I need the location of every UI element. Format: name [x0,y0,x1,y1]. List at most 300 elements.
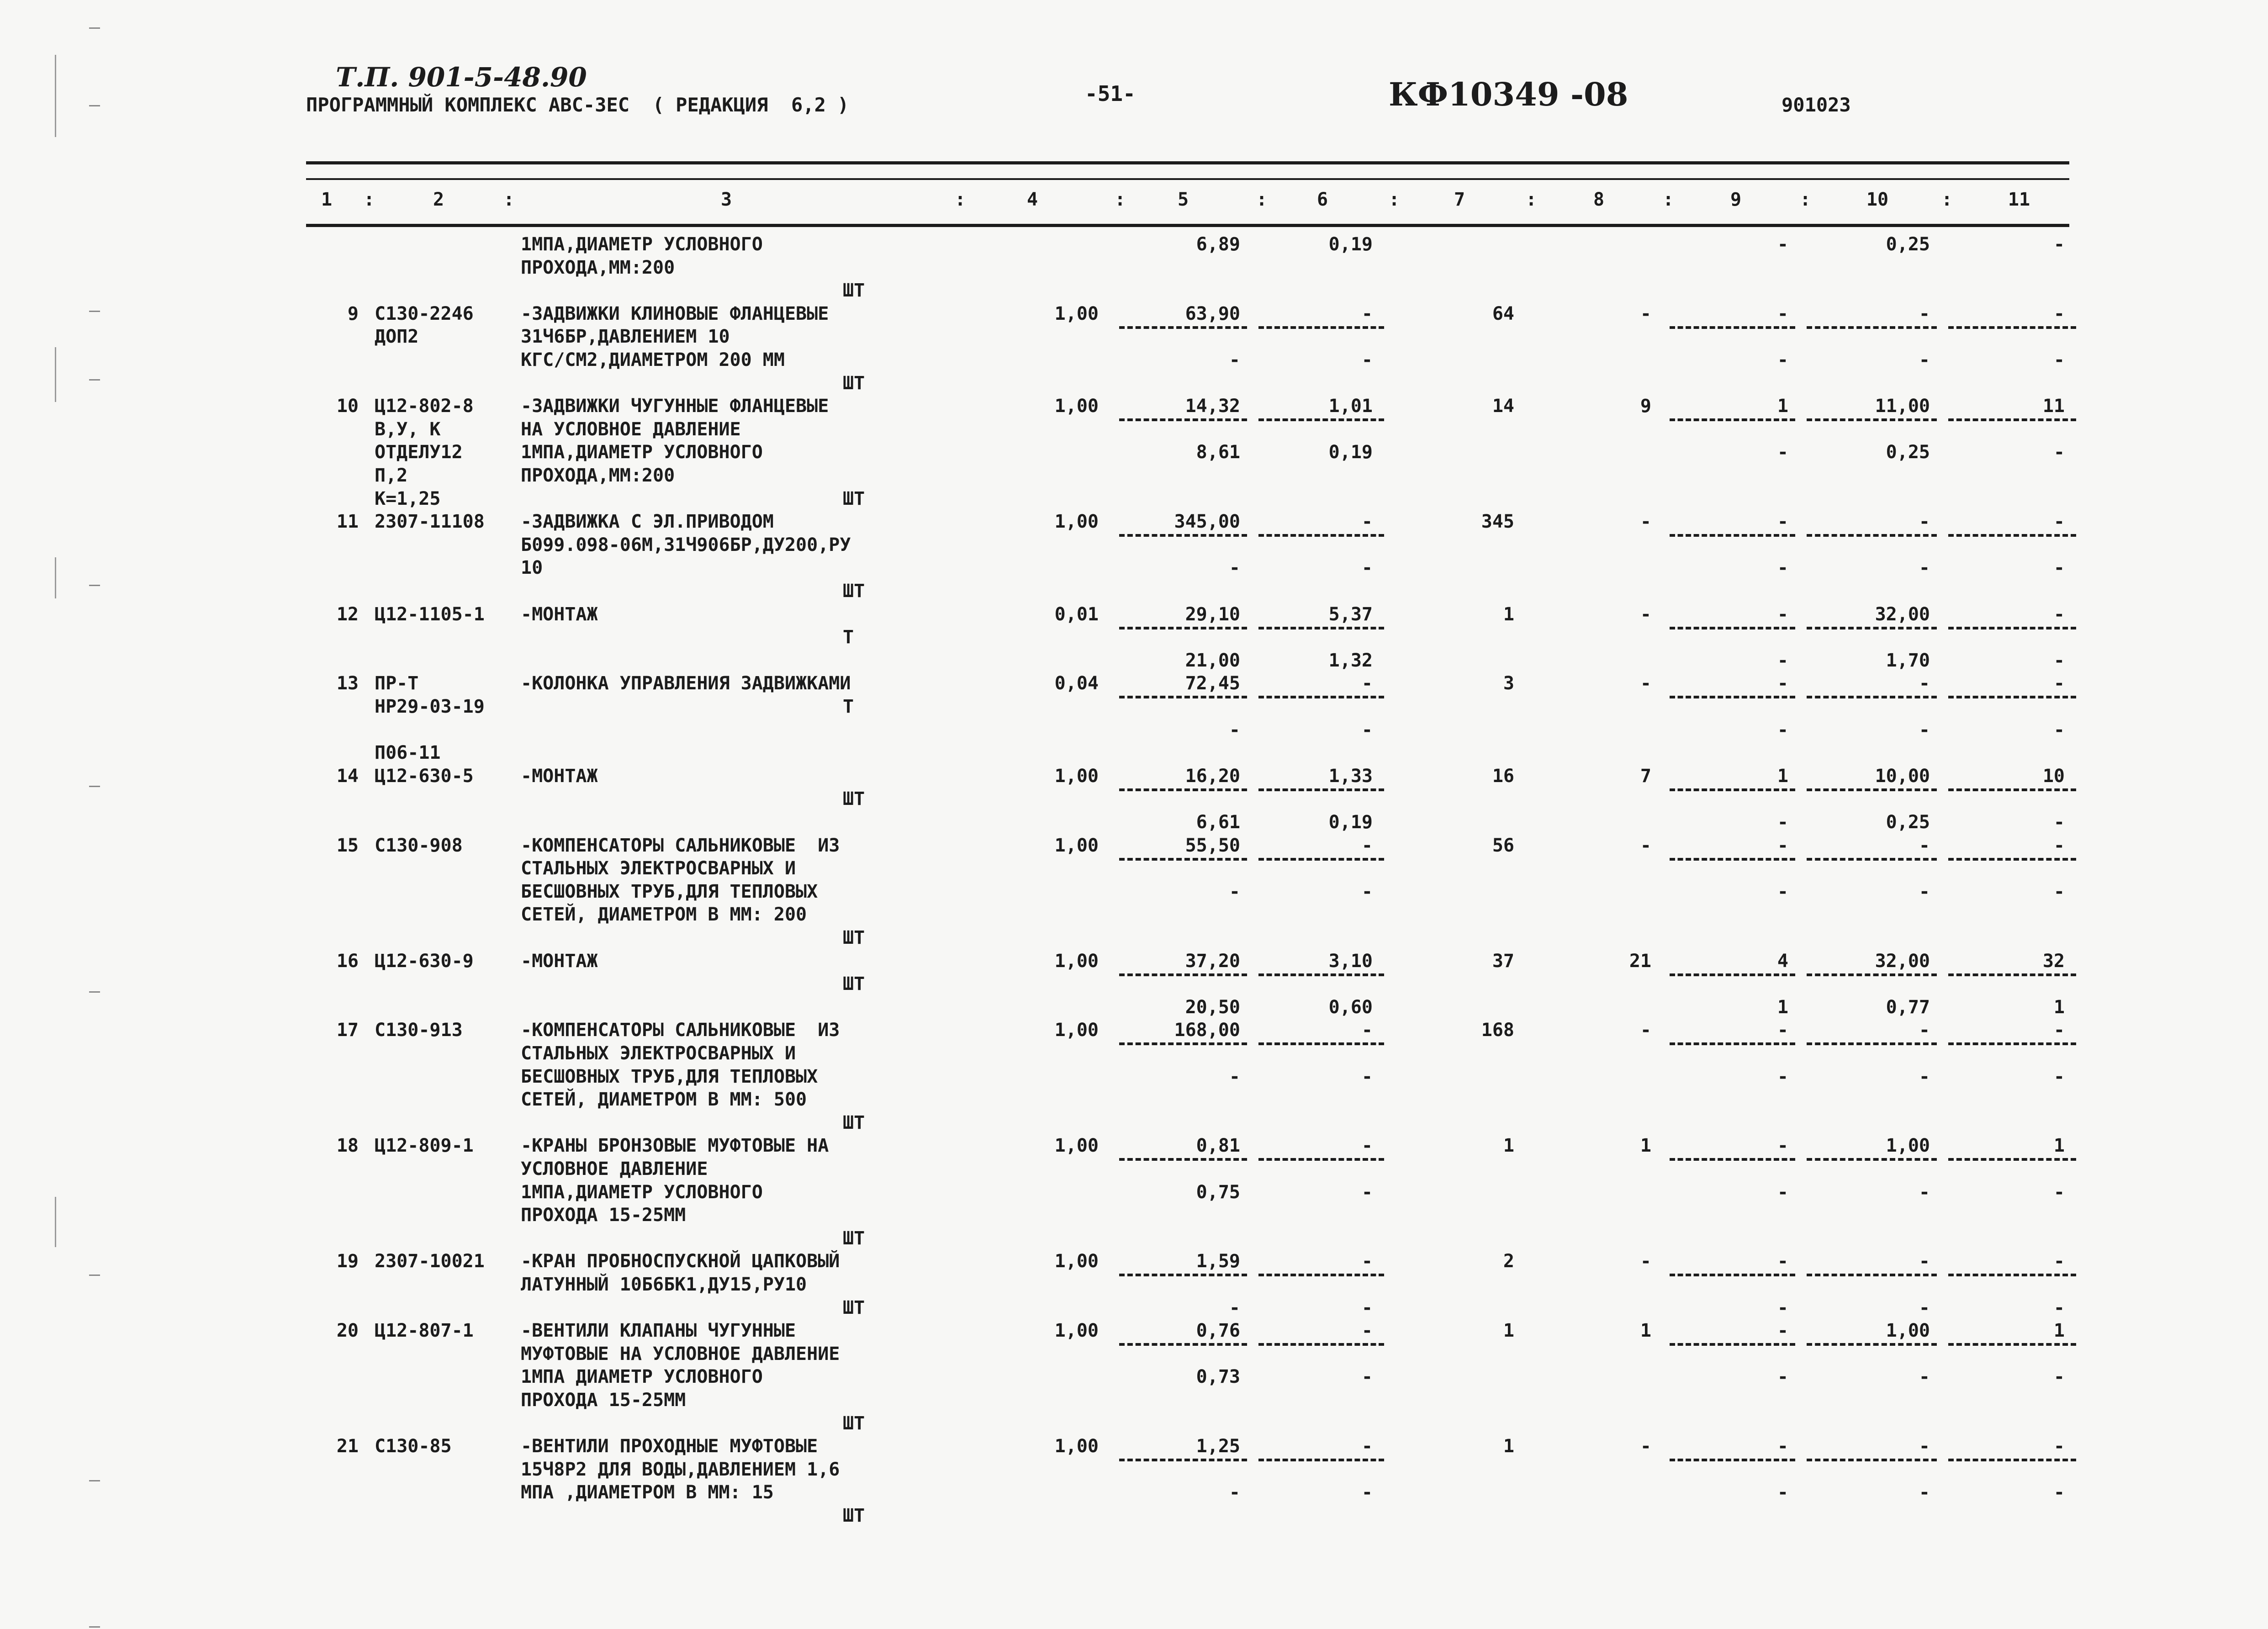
item-code: 2307-10021 [375,1251,485,1272]
value-col-5: 20,50 [1185,997,1240,1018]
value-underline [1258,973,1384,976]
value-col-9: - [1777,1182,1788,1203]
item-description: -ЗАДВИЖКИ ЧУГУННЫЕ ФЛАНЦЕВЫЕ [521,396,829,417]
value-col-5: - [1229,1066,1240,1087]
value-col-11: - [2053,1436,2065,1457]
item-number: 21 [336,1436,359,1457]
value-col-5: 1,25 [1196,1436,1240,1457]
value-underline [1119,1158,1247,1161]
item-code: 2307-11108 [375,511,485,532]
value-col-11: - [2053,1366,2065,1387]
value-col-5: 29,10 [1185,604,1240,625]
value-col-8: - [1640,303,1651,324]
value-col-8: 21 [1629,951,1651,972]
unit-label: ШТ [843,973,865,994]
value-col-6: - [1361,881,1373,902]
column-header-1: 1 [321,189,333,210]
value-underline [1670,973,1795,976]
value-col-11: 1 [2053,1135,2065,1156]
item-description: 31Ч6БР,ДАВЛЕНИЕМ 10 [521,326,730,347]
unit-label: ШТ [843,1297,865,1318]
item-number: 11 [336,511,359,532]
item-description: 1МПА,ДИАМЕТР УСЛОВНОГО [521,234,763,255]
value-col-5: 345,00 [1174,511,1240,532]
value-col-9: 1 [1777,997,1788,1018]
value-col-4: 1,00 [1054,1436,1099,1457]
item-number: 18 [336,1135,359,1156]
value-col-10: - [1919,557,1930,578]
value-underline [1807,1459,1937,1461]
item-description: МПА ,ДИАМЕТРОМ В ММ: 15 [521,1482,774,1503]
value-col-6: - [1361,1182,1373,1203]
column-header-7: 7 [1454,189,1465,210]
value-col-7: 345 [1481,511,1514,532]
value-underline [1258,1274,1384,1276]
value-underline [1807,1042,1937,1045]
value-col-8: - [1640,1436,1651,1457]
value-underline [1119,1343,1247,1346]
value-col-4: 1,00 [1054,1020,1099,1041]
value-underline [1119,627,1247,629]
item-description: -КОМПЕНСАТОРЫ САЛЬНИКОВЫЕ ИЗ [521,835,840,856]
column-separator: : [955,189,966,210]
value-underline [1670,1343,1795,1346]
value-col-10: - [1919,511,1930,532]
item-code: Ц12-630-9 [375,951,474,972]
value-col-5: - [1229,1297,1240,1318]
value-col-4: 1,00 [1054,766,1099,787]
unit-label: Т [843,696,854,717]
value-underline [1258,326,1384,329]
value-col-8: - [1640,673,1651,694]
value-underline [1258,788,1384,791]
margin-tick [89,991,100,993]
column-header-11: 11 [2008,189,2030,210]
value-col-6: - [1361,1251,1373,1272]
value-col-6: - [1361,1297,1373,1318]
value-underline [1807,1274,1937,1276]
item-description: ПРОХОДА 15-25ММ [521,1390,686,1411]
value-col-10: - [1919,1436,1930,1457]
unit-label: ШТ [843,581,865,602]
value-col-6: - [1361,511,1373,532]
value-col-9: - [1777,673,1788,694]
value-underline [1670,534,1795,537]
item-code: П,2 [375,465,408,486]
column-header-3: 3 [720,189,732,210]
item-description: -КРАН ПРОБНОСПУСКНОЙ ЦАПКОВЫЙ [521,1251,840,1272]
value-underline [1119,1274,1247,1276]
value-underline [1258,1042,1384,1045]
margin-tick [89,1480,100,1481]
item-description: 1МПА ДИАМЕТР УСЛОВНОГО [521,1366,763,1387]
margin-tick [89,105,100,106]
value-col-10: - [1919,1066,1930,1087]
value-col-7: 2 [1503,1251,1514,1272]
value-col-8: - [1640,835,1651,856]
unit-label: Т [843,627,854,648]
value-col-9: - [1777,1482,1788,1503]
margin-tick [89,311,100,312]
value-col-9: - [1777,1366,1788,1387]
value-col-7: 1 [1503,1436,1514,1457]
value-col-11: - [2053,1182,2065,1203]
item-description: УСЛОВНОЕ ДАВЛЕНИЕ [521,1158,708,1179]
value-col-6: - [1361,1366,1373,1387]
value-col-11: - [2053,650,2065,671]
value-col-8: 9 [1640,396,1651,417]
item-number: 9 [347,303,359,324]
value-col-6: 0,19 [1328,442,1373,463]
item-number: 13 [336,673,359,694]
margin-line [55,347,56,402]
value-col-5: 0,73 [1196,1366,1240,1387]
item-code: Ц12-809-1 [375,1135,474,1156]
program-line: ПРОГРАММНЫЙ КОМПЛЕКС АВС-3ЕС ( РЕДАКЦИЯ 6,2 ) [306,94,849,116]
item-description: 15Ч8Р2 ДЛЯ ВОДЫ,ДАВЛЕНИЕМ 1,6 [521,1459,840,1480]
value-col-11: - [2053,1297,2065,1318]
value-col-4: 1,00 [1054,1320,1099,1341]
value-underline [1258,627,1384,629]
value-col-7: 168 [1481,1020,1514,1041]
item-number: 14 [336,766,359,787]
item-description: СЕТЕЙ, ДИАМЕТРОМ В ММ: 200 [521,904,807,925]
item-description: 1МПА,ДИАМЕТР УСЛОВНОГО [521,1182,763,1203]
value-underline [1670,788,1795,791]
value-col-10: - [1919,881,1930,902]
value-col-6: - [1361,1482,1373,1503]
value-col-11: - [2053,673,2065,694]
value-underline [1258,418,1384,421]
value-col-5: 6,61 [1196,812,1240,833]
unit-label: ШТ [843,488,865,509]
value-underline [1807,627,1937,629]
value-underline [1948,973,2076,976]
value-underline [1948,1274,2076,1276]
value-col-4: 1,00 [1054,1251,1099,1272]
value-underline [1807,534,1937,537]
value-col-7: 3 [1503,673,1514,694]
value-underline [1670,858,1795,861]
value-col-6: - [1361,835,1373,856]
value-col-5: 63,90 [1185,303,1240,324]
value-underline [1258,1459,1384,1461]
value-col-5: 0,76 [1196,1320,1240,1341]
value-underline [1807,788,1937,791]
item-code: П06-11 [375,742,441,763]
item-description: СТАЛЬНЫХ ЭЛЕКТРОСВАРНЫХ И [521,858,796,879]
page-number: -51- [1085,81,1136,106]
margin-line [55,557,56,598]
value-col-9: - [1777,812,1788,833]
value-col-6: - [1361,1066,1373,1087]
header-rule-top [306,161,2069,164]
item-code: Ц12-802-8 [375,396,474,417]
handwritten-document-code: КФ10349 -08 [1389,75,1628,113]
value-col-10: 1,70 [1886,650,1930,671]
value-col-11: - [2053,511,2065,532]
item-description: ЛАТУННЫЙ 10Б6БК1,ДУ15,РУ10 [521,1274,807,1295]
margin-tick [89,379,100,381]
value-underline [1670,1274,1795,1276]
value-col-11: - [2053,303,2065,324]
document-number: 901023 [1782,94,1851,116]
unit-label: ШТ [843,280,865,301]
value-col-10: 0,77 [1886,997,1930,1018]
value-col-11: 11 [2042,396,2065,417]
value-underline [1258,534,1384,537]
value-col-9: - [1777,1436,1788,1457]
unit-label: ШТ [843,1505,865,1526]
unit-label: ШТ [843,927,865,948]
value-col-8: - [1640,1251,1651,1272]
value-col-10: - [1919,1251,1930,1272]
value-col-5: 8,61 [1196,442,1240,463]
item-description: -КОЛОНКА УПРАВЛЕНИЯ ЗАДВИЖКАМИ [521,673,851,694]
column-separator: : [364,189,375,210]
value-underline [1948,788,2076,791]
header-rule-bottom [306,224,2069,227]
value-col-9: 1 [1777,396,1788,417]
value-col-10: - [1919,1020,1930,1041]
header-rule-thin [306,178,2069,180]
value-underline [1119,1042,1247,1045]
value-col-4: 0,01 [1054,604,1099,625]
value-col-8: 7 [1640,766,1651,787]
value-col-6: - [1361,673,1373,694]
value-col-9: - [1777,349,1788,370]
item-code: С130-85 [375,1436,452,1457]
unit-label: ШТ [843,788,865,809]
value-underline [1119,858,1247,861]
value-underline [1948,326,2076,329]
column-separator: : [1526,189,1537,210]
value-underline [1119,788,1247,791]
item-code: Ц12-630-5 [375,766,474,787]
value-underline [1670,1459,1795,1461]
column-header-8: 8 [1593,189,1605,210]
column-header-4: 4 [1026,189,1038,210]
value-underline [1258,1158,1384,1161]
value-col-9: - [1777,303,1788,324]
item-description: -ЗАДВИЖКИ КЛИНОВЫЕ ФЛАНЦЕВЫЕ [521,303,829,324]
margin-tick [89,27,100,29]
value-underline [1948,1158,2076,1161]
item-description: БЕСШОВНЫХ ТРУБ,ДЛЯ ТЕПЛОВЫХ [521,1066,818,1087]
value-col-11: - [2053,1020,2065,1041]
handwritten-project-code: Т.П. 901-5-48.90 [336,62,587,93]
item-number: 10 [336,396,359,417]
value-underline [1948,696,2076,698]
item-code: ПР-Т [375,673,419,694]
value-underline [1807,418,1937,421]
value-underline [1670,1042,1795,1045]
value-underline [1948,1459,2076,1461]
column-header-10: 10 [1866,189,1889,210]
value-col-10: 0,25 [1886,812,1930,833]
value-col-6: - [1361,719,1373,740]
column-separator: : [503,189,515,210]
item-description: ПРОХОДА,ММ:200 [521,257,675,278]
value-col-11: - [2053,881,2065,902]
value-col-6: - [1361,303,1373,324]
value-col-5: 37,20 [1185,951,1240,972]
value-col-6: - [1361,557,1373,578]
item-description: -КРАНЫ БРОНЗОВЫЕ МУФТОВЫЕ НА [521,1135,829,1156]
column-separator: : [1389,189,1400,210]
value-col-10: 32,00 [1875,604,1930,625]
value-col-9: - [1777,835,1788,856]
item-description: ПРОХОДА 15-25ММ [521,1205,686,1226]
unit-label: ШТ [843,1413,865,1434]
value-col-5: 1,59 [1196,1251,1240,1272]
value-col-9: - [1777,442,1788,463]
item-code: С130-913 [375,1020,463,1041]
value-underline [1807,1158,1937,1161]
value-col-9: 1 [1777,766,1788,787]
column-header-5: 5 [1177,189,1189,210]
value-col-5: 168,00 [1174,1020,1240,1041]
column-separator: : [1941,189,1953,210]
value-col-9: - [1777,604,1788,625]
value-col-5: - [1229,557,1240,578]
margin-tick [89,1626,100,1628]
value-col-6: - [1361,349,1373,370]
item-number: 17 [336,1020,359,1041]
value-col-10: 32,00 [1875,951,1930,972]
value-col-10: 0,25 [1886,234,1930,255]
margin-line [55,55,56,137]
item-description: 1МПА,ДИАМЕТР УСЛОВНОГО [521,442,763,463]
value-col-8: 1 [1640,1135,1651,1156]
item-description: БЕСШОВНЫХ ТРУБ,ДЛЯ ТЕПЛОВЫХ [521,881,818,902]
value-col-5: 21,00 [1185,650,1240,671]
value-col-5: 0,75 [1196,1182,1240,1203]
value-underline [1119,534,1247,537]
value-underline [1948,418,2076,421]
value-col-10: - [1919,1297,1930,1318]
item-code: С130-2246 [375,303,474,324]
item-description: -МОНТАЖ [521,951,598,972]
item-number: 19 [336,1251,359,1272]
item-description: -МОНТАЖ [521,766,598,787]
value-col-11: - [2053,1066,2065,1087]
value-col-7: 1 [1503,1135,1514,1156]
item-description: ПРОХОДА,ММ:200 [521,465,675,486]
value-underline [1258,858,1384,861]
item-description: -ВЕНТИЛИ КЛАПАНЫ ЧУГУННЫЕ [521,1320,796,1341]
item-description: НА УСЛОВНОЕ ДАВЛЕНИЕ [521,419,741,440]
value-col-8: 1 [1640,1320,1651,1341]
value-col-5: 55,50 [1185,835,1240,856]
item-code: Ц12-807-1 [375,1320,474,1341]
value-col-10: - [1919,1366,1930,1387]
value-col-5: - [1229,719,1240,740]
value-col-11: 10 [2042,766,2065,787]
value-col-9: - [1777,1251,1788,1272]
value-col-5: 0,81 [1196,1135,1240,1156]
value-col-11: - [2053,835,2065,856]
value-col-8: - [1640,511,1651,532]
item-description: Б099.098-06М,31Ч906БР,ДУ200,РУ [521,534,851,555]
value-col-6: - [1361,1135,1373,1156]
item-code: НР29-03-19 [375,696,485,717]
value-col-10: - [1919,835,1930,856]
item-number: 15 [336,835,359,856]
value-col-11: - [2053,442,2065,463]
value-col-6: 5,37 [1328,604,1373,625]
value-col-11: - [2053,1482,2065,1503]
item-description: СЕТЕЙ, ДИАМЕТРОМ В ММ: 500 [521,1089,807,1110]
value-col-6: 0,60 [1328,997,1373,1018]
value-underline [1119,1459,1247,1461]
margin-tick [89,1275,100,1276]
value-col-7: 64 [1492,303,1514,324]
value-col-9: - [1777,511,1788,532]
value-underline [1119,326,1247,329]
item-description: -КОМПЕНСАТОРЫ САЛЬНИКОВЫЕ ИЗ [521,1020,840,1041]
value-col-9: - [1777,650,1788,671]
value-col-5: - [1229,1482,1240,1503]
value-col-11: - [2053,719,2065,740]
value-col-10: 0,25 [1886,442,1930,463]
value-underline [1670,326,1795,329]
value-col-4: 0,04 [1054,673,1099,694]
value-col-6: 0,19 [1328,234,1373,255]
value-col-11: - [2053,557,2065,578]
value-underline [1948,1042,2076,1045]
margin-tick [89,786,100,787]
unit-label: ШТ [843,373,865,394]
value-col-7: 56 [1492,835,1514,856]
value-underline [1670,627,1795,629]
value-underline [1258,696,1384,698]
item-description: МУФТОВЫЕ НА УСЛОВНОЕ ДАВЛЕНИЕ [521,1343,840,1365]
value-col-6: - [1361,1020,1373,1041]
value-col-11: 1 [2053,1320,2065,1341]
value-col-4: 1,00 [1054,511,1099,532]
column-separator: : [1115,189,1126,210]
value-col-11: - [2053,1251,2065,1272]
value-col-11: - [2053,234,2065,255]
value-col-5: 72,45 [1185,673,1240,694]
unit-label: ШТ [843,1112,865,1133]
item-code: С130-908 [375,835,463,856]
value-col-9: - [1777,1297,1788,1318]
value-col-6: 1,32 [1328,650,1373,671]
item-code: Ц12-1105-1 [375,604,485,625]
value-col-11: - [2053,604,2065,625]
value-underline [1807,858,1937,861]
value-col-4: 1,00 [1054,396,1099,417]
margin-tick [89,585,100,586]
value-underline [1119,696,1247,698]
value-col-7: 1 [1503,604,1514,625]
value-col-10: - [1919,1482,1930,1503]
item-code: ОТДЕЛУ12 [375,442,463,463]
item-description: -ВЕНТИЛИ ПРОХОДНЫЕ МУФТОВЫЕ [521,1436,818,1457]
value-col-8: - [1640,1020,1651,1041]
value-col-7: 14 [1492,396,1514,417]
value-col-9: 4 [1777,951,1788,972]
value-col-4: 1,00 [1054,1135,1099,1156]
value-underline [1948,534,2076,537]
column-separator: : [1800,189,1811,210]
value-col-7: 16 [1492,766,1514,787]
value-col-6: 0,19 [1328,812,1373,833]
value-col-4: 1,00 [1054,835,1099,856]
column-header-9: 9 [1730,189,1742,210]
